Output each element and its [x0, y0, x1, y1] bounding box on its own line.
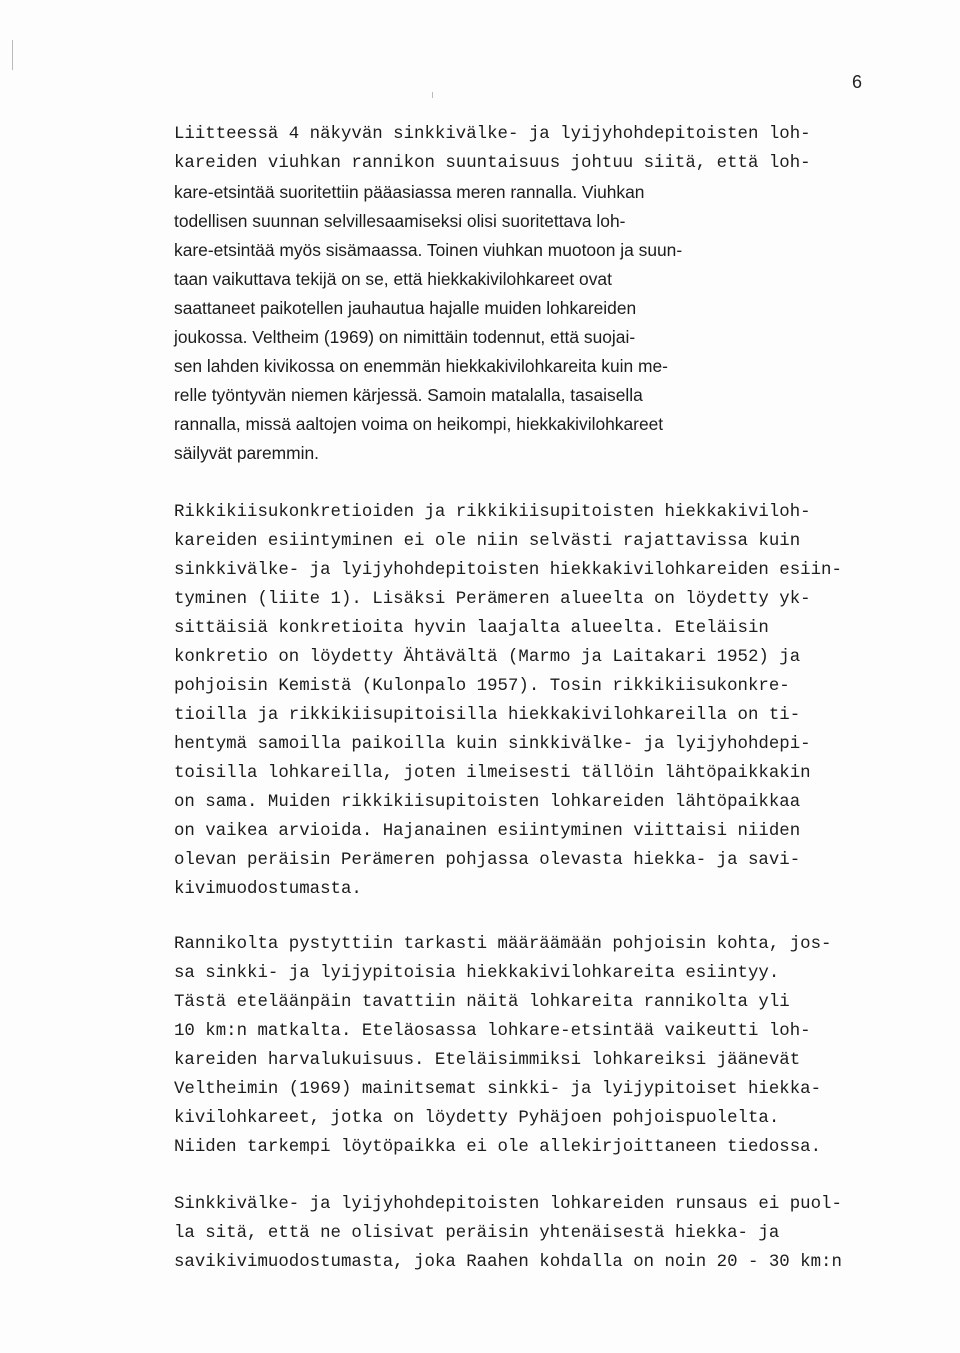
paragraph-4 — [174, 1190, 842, 1277]
page-number: 6 — [852, 72, 863, 92]
paragraph-line: saattaneet paikotellen jauhautua hajalle muiden lohkareiden — [174, 298, 637, 318]
paragraph-line: sittäisiä konkretioita hyvin laajalta alueelta. Eteläisin — [174, 619, 769, 638]
paragraph-line: kareiden viuhkan rannikon suuntaisuus johtuu siitä, että loh- — [174, 154, 811, 173]
paragraph-line: joukossa. Veltheim (1969) on nimittäin todennut, että suojai- — [174, 327, 636, 347]
paragraph-line: konkretio on löydetty Ähtävältä (Marmo ja Laitakari 1952) ja — [174, 648, 801, 667]
paragraph-line: rannalla, missä aaltojen voima on heikompi, hiekkakivilohkareet — [174, 414, 664, 434]
paragraph-1 — [174, 120, 811, 468]
paragraph-line: relle työntyvän niemen kärjessä. Samoin matalalla, tasaisella — [174, 385, 643, 405]
paragraph-line: toisilla lohkareilla, joten ilmeisesti tällöin lähtöpaikkakin — [174, 764, 811, 783]
paragraph-line: tyminen (liite 1). Lisäksi Perämeren alueelta on löydetty yk- — [174, 590, 811, 609]
scan-speck — [432, 92, 433, 98]
paragraph-line: la sitä, että ne olisivat peräisin yhtenäisestä hiekka- ja — [174, 1224, 780, 1243]
paragraph-line: savikivimuodostumasta, joka Raahen kohdalla on noin 20 - 30 km:n — [174, 1253, 842, 1272]
paragraph-line: kareiden esiintyminen ei ole niin selvästi rajattavissa kuin — [174, 532, 801, 551]
paragraph-line: Rannikolta pystyttiin tarkasti määräämään pohjoisin kohta, jos- — [174, 935, 832, 954]
paragraph-line: kare-etsintää myös sisämaassa. Toinen viuhkan muotoon ja suun- — [174, 240, 683, 260]
paragraph-line: Veltheimin (1969) mainitsemat sinkki- ja lyijypitoiset hiekka- — [174, 1080, 822, 1099]
paragraph-line: taan vaikuttava tekijä on se, että hiekkakivilohkareet ovat — [174, 269, 612, 289]
paragraph-line: on sama. Muiden rikkikiisupitoisten lohkareiden lähtöpaikkaa — [174, 793, 801, 812]
paragraph-line: kivimuodostumasta. — [174, 880, 362, 899]
paragraph-line: sa sinkki- ja lyijypitoisia hiekkakivilohkareita esiintyy. — [174, 964, 780, 983]
paragraph-line: Rikkikiisukonkretioiden ja rikkikiisupitoisten hiekkakiviloh- — [174, 503, 811, 522]
paragraph-line: hentymä samoilla paikoilla kuin sinkkivälke- ja lyijyhohdepi- — [174, 735, 811, 754]
paragraph-line: tioilla ja rikkikiisupitoisilla hiekkakivilohkareilla on ti- — [174, 706, 801, 725]
paragraph-line: kareiden harvalukuisuus. Eteläisimmiksi lohkareiksi jäänevät — [174, 1051, 801, 1070]
paragraph-line: kivilohkareet, jotka on löydetty Pyhäjoen pohjoispuolelta. — [174, 1109, 780, 1128]
paragraph-line: on vaikea arvioida. Hajanainen esiintyminen viittaisi niiden — [174, 822, 801, 841]
paragraph-line: Sinkkivälke- ja lyijyhohdepitoisten lohkareiden runsaus ei puol- — [174, 1195, 842, 1214]
paragraph-3 — [174, 930, 831, 1162]
paragraph-line: säilyvät paremmin. — [174, 443, 319, 463]
scan-speck — [12, 40, 13, 70]
paragraph-line: Niiden tarkempi löytöpaikka ei ole allekirjoittaneen tiedossa. — [174, 1138, 822, 1157]
paragraph-line: olevan peräisin Perämeren pohjassa olevasta hiekka- ja savi- — [174, 851, 801, 870]
paragraph-line: kare-etsintää suoritettiin pääasiassa meren rannalla. Viuhkan — [174, 182, 645, 202]
paragraph-line: todellisen suunnan selvillesaamiseksi olisi suoritettava loh- — [174, 211, 626, 231]
paragraph-line: sinkkivälke- ja lyijyhohdepitoisten hiekkakivilohkareiden esiin- — [174, 561, 842, 580]
paragraph-2 — [174, 498, 842, 904]
paragraph-line: sen lahden kivikossa on enemmän hiekkakivilohkareita kuin me- — [174, 356, 668, 376]
paragraph-line: Liitteessä 4 näkyvän sinkkivälke- ja lyijyhohdepitoisten loh- — [174, 125, 811, 144]
paragraph-line: Tästä eteläänpäin tavattiin näitä lohkareita rannikolta yli — [174, 993, 790, 1012]
paragraph-line: 10 km:n matkalta. Eteläosassa lohkare-etsintää vaikeutti loh- — [174, 1022, 811, 1041]
paragraph-line: pohjoisin Kemistä (Kulonpalo 1957). Tosin rikkikiisukonkre- — [174, 677, 790, 696]
